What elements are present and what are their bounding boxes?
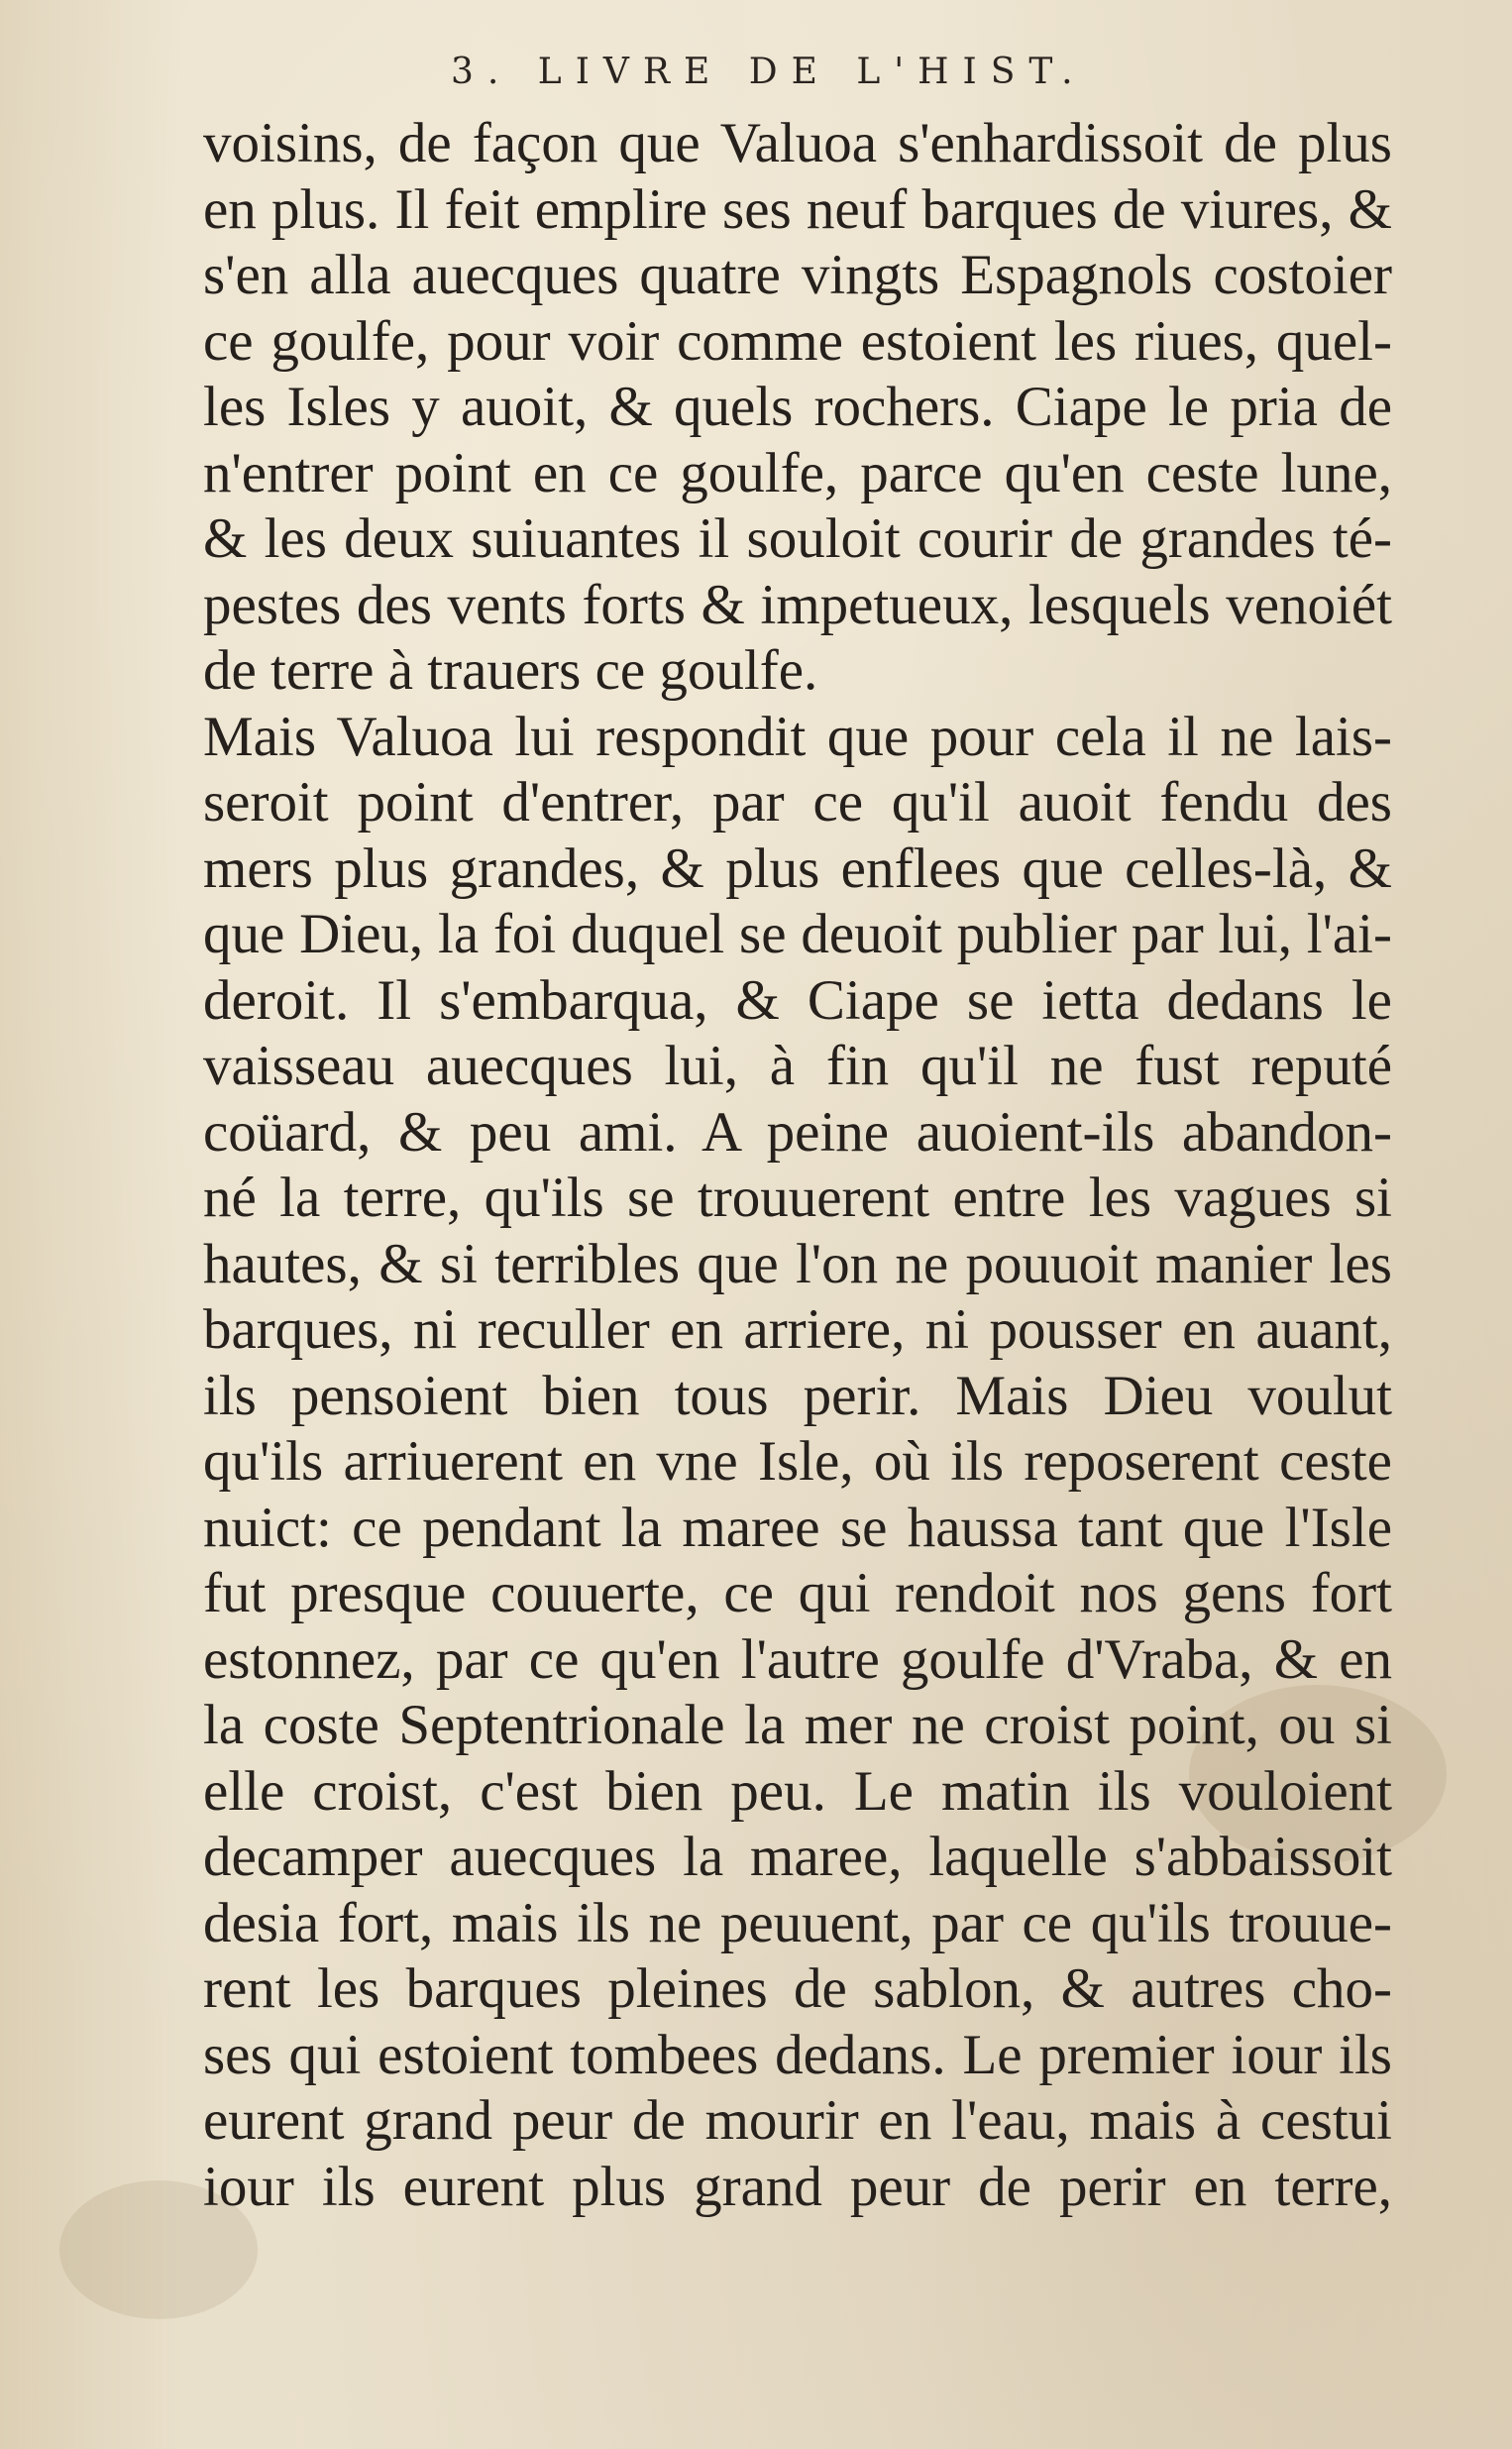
text-line: elle croist, c'est bien peu. Le matin ils vouloient [203,1759,1392,1823]
text-line: ses qui estoient tombees dedans. Le premier iour ils [203,2023,1392,2086]
text-line: rent les barques pleines de sablon, & autres cho- [203,1957,1392,2020]
body-text [203,111,1392,2220]
text-line: desia fort, mais ils ne peuuent, par ce qu'ils trouue- [203,1891,1392,1954]
text-line: les Isles y auoit, & quels rochers. Ciape le pria de [203,376,1392,438]
text-line: ce goulfe, pour voir comme estoient les riues, quel- [203,309,1392,373]
text-line: fut presque couuerte, ce qui rendoit nos gens fort [203,1562,1392,1624]
text-line: hautes, & si terribles que l'on ne pouuoit manier les [203,1232,1392,1295]
text-line: seroit point d'entrer, par ce qu'il auoit fendu des [203,771,1392,834]
text-line: Mais Valuoa lui respondit que pour cela il ne lais- [203,705,1392,768]
text-line: la coste Septentrionale la mer ne croist point, ou si [203,1694,1392,1756]
text-line: mers plus grandes, & plus enflees que celles-là, & [203,836,1392,900]
text-line: s'en alla auecques quatre vingts Espagnols costoier [203,244,1392,306]
text-line: decamper auecques la maree, laquelle s'abbaissoit [203,1826,1392,1888]
text-line: qu'ils arriuerent en vne Isle, où ils reposerent ceste [203,1430,1392,1493]
text-line: coüard, & peu ami. A peine auoient-ils abandon- [203,1100,1392,1164]
text-line: vaisseau auecques lui, à fin qu'il ne fust reputé [203,1035,1392,1097]
text-line: n'entrer point en ce goulfe, parce qu'en ceste lune, [203,441,1392,504]
text-line: nuict: ce pendant la maree se haussa tant que l'Isle [203,1496,1392,1559]
text-line: voisins, de façon que Valuoa s'enhardissoit de plus [203,112,1392,174]
text-line: barques, ni reculler en arriere, ni pousser en auant, [203,1298,1392,1361]
text-line: ils pensoient bien tous perir. Mais Dieu voulut [203,1364,1392,1427]
text-line: né la terre, qu'ils se trouuerent entre les vagues si [203,1167,1392,1229]
text-line: estonnez, par ce qu'en l'autre goulfe d'Vraba, & en [203,1627,1392,1691]
text-line: & les deux suiuantes il souloit courir de grandes té- [203,507,1392,570]
running-head: 3. LIVRE DE L'HIST. [451,52,1087,92]
text-line: deroit. Il s'embarqua, & Ciape se ietta dedans le [203,968,1392,1032]
text-line: en plus. Il feit emplire ses neuf barques de viures, & [203,177,1392,241]
text-line: eurent grand peur de mourir en l'eau, mais à cestui [203,2089,1392,2152]
text-line: que Dieu, la foi duquel se deuoit publier par lui, l'ai- [203,903,1392,965]
text-line: pestes des vents forts & impetueux, lesquels venoiét [203,573,1392,636]
text-line: iour ils eurent plus grand peur de perir en terre, [203,2155,1392,2218]
text-line: de terre à trauers ce goulfe. [203,639,818,702]
